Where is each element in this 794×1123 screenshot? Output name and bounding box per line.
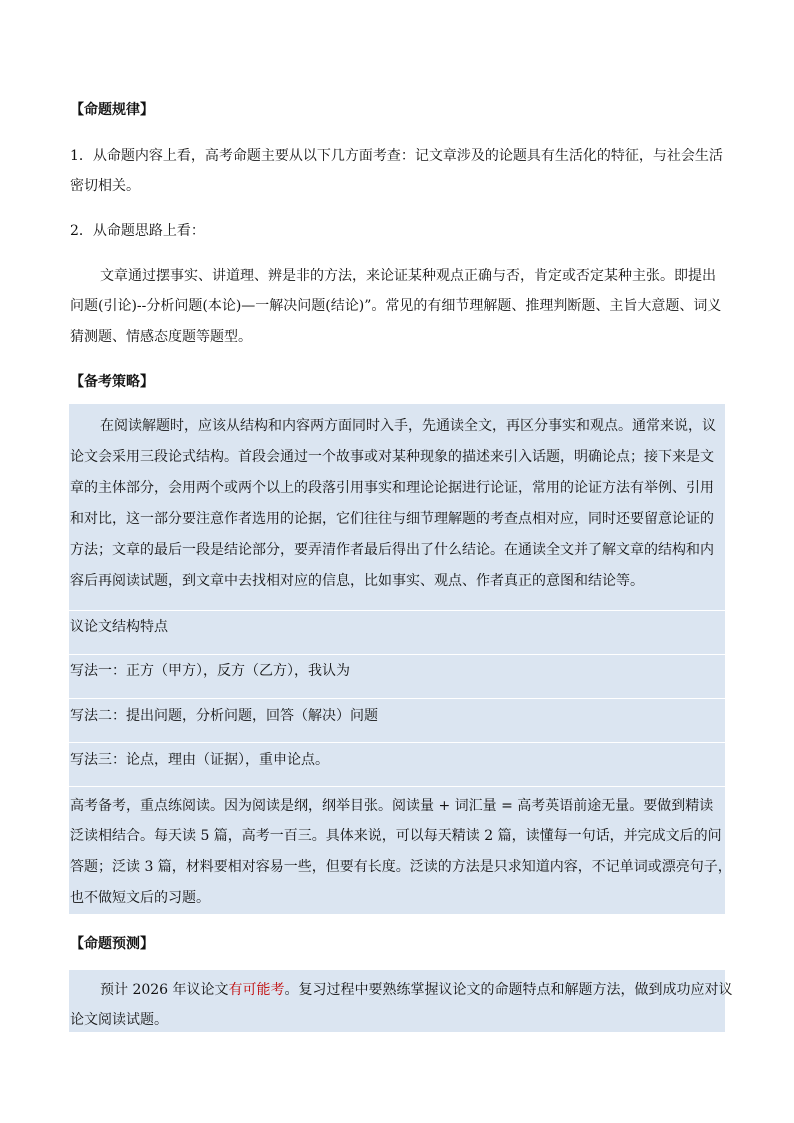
method-2: 写法二：提出问题，分析问题，回答（解决）问题: [70, 708, 378, 724]
strategy-paragraph-line-5: 方法；文章的最后一段是结论部分，要弄清作者最后得出了什么结论。在通读全文并了解文章的结构和内: [70, 542, 714, 558]
prediction-heading: 【命题预测】: [70, 936, 154, 952]
rules-paragraph-line-3: 猜测题、情感态度题等题型。: [70, 329, 252, 345]
strategy-paragraph-line-2: 论文会采用三段论式结构。首段会通过一个故事或对某种现象的描述来引入话题，明确论点；接下来是文: [70, 449, 714, 465]
exam-prep-line-2: 泛读相结合。每天读 5 篇，高考一百三。具体来说，可以每天精读 2 篇，读懂每一句话，并完成文后的问: [70, 828, 722, 844]
prediction-line-1: [100, 980, 733, 1000]
prediction-prefix: 预计 2026 年议论文: [100, 982, 229, 998]
rules-paragraph-line-1: 文章通过摆事实、讲道理、辨是非的方法，来论证某种观点正确与否，肯定或否定某种主张。即提出: [100, 268, 716, 284]
method-1: 写法一：正方（甲方），反方（乙方），我认为: [70, 663, 350, 679]
strategy-paragraph-line-1: 在阅读解题时，应该从结构和内容两方面同时入手，先通读全文，再区分事实和观点。通常来说，议: [100, 418, 716, 434]
strategy-paragraph-line-6: 容后再阅读试题，到文章中去找相对应的信息，比如事实、观点、作者真正的意图和结论等。: [70, 573, 644, 589]
rules-point-1-line-2: 密切相关。: [70, 178, 140, 194]
rules-heading: 【命题规律】: [70, 102, 154, 118]
strategy-paragraph-line-3: 章的主体部分，会用两个或两个以上的段落引用事实和理论论据进行论证，常用的论证方法有举例、引用: [70, 480, 714, 496]
method-3: 写法三：论点，理由（证据），重申论点。: [70, 752, 329, 768]
exam-prep-line-3: 答题；泛读 3 篇，材料要相对容易一些，但要有长度。泛读的方法是只求知道内容，不记单词或漂亮句子，: [70, 859, 732, 875]
rules-point-2: 2．从命题思路上看：: [70, 223, 205, 239]
strategy-heading: 【备考策略】: [70, 374, 154, 390]
exam-prep-line-4: 也不做短文后的习题。: [70, 890, 210, 906]
prediction-highlight: 有可能考: [228, 982, 285, 998]
structure-title: 议论文结构特点: [70, 619, 168, 635]
rules-point-1-line-1: 1．从命题内容上看，高考命题主要从以下几方面考查：记文章涉及的论题具有生活化的特征，与社会生活: [70, 148, 723, 164]
prediction-suffix: 。复习过程中要熟练掌握议论文的命题特点和解题方法，做到成功应对议: [284, 982, 733, 998]
strategy-paragraph-line-4: 和对比，这一部分要注意作者选用的论据，它们往往与细节理解题的考查点相对应，同时还要留意论证的: [70, 511, 714, 527]
rules-paragraph-line-2: 问题(引论)--分析问题(本论)—一解决问题(结论)”。常见的有细节理解题、推理判断题、主旨大意题、词义: [70, 298, 722, 314]
prediction-line-2: 论文阅读试题。: [70, 1012, 168, 1028]
exam-prep-line-1: 高考备考，重点练阅读。因为阅读是纲，纲举目张。阅读量 + 词汇量 = 高考英语前途无量。要做到精读: [70, 798, 714, 814]
